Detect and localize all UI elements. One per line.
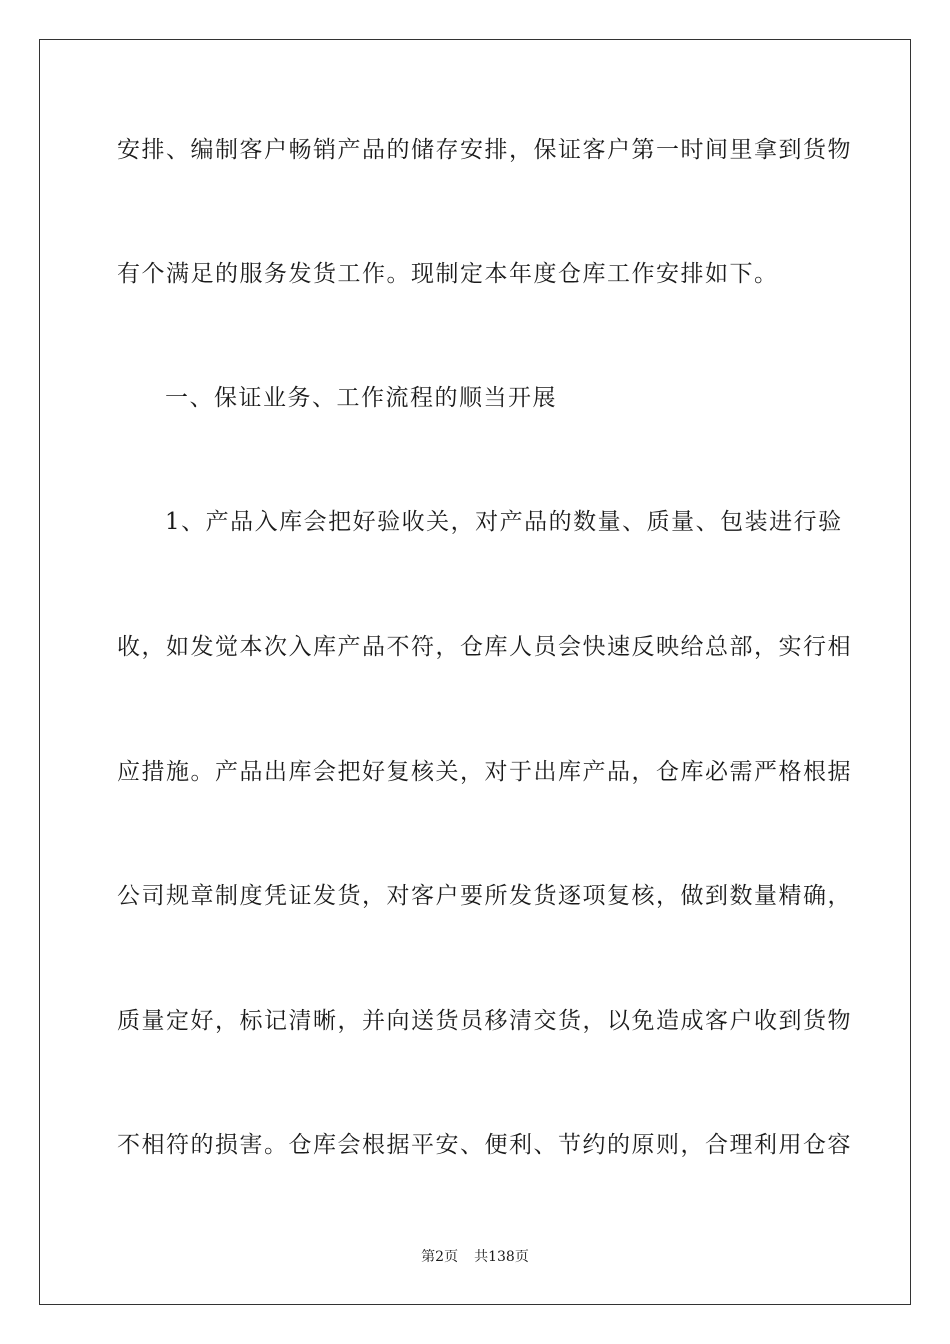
body-text-line: 有个满足的服务发货工作。现制定本年度仓库工作安排如下。 <box>117 261 779 287</box>
body-text-line: 不相符的损害。仓库会根据平安、便利、节约的原则，合理利用仓容 <box>117 1132 852 1158</box>
page-border <box>39 39 911 1305</box>
section-heading: 一、保证业务、工作流程的顺当开展 <box>165 385 557 411</box>
body-text-line: 公司规章制度凭证发货，对客户要所发货逐项复核，做到数量精确， <box>117 883 852 909</box>
body-text-line: 1、产品入库会把好验收关，对产品的数量、质量、包装进行验 <box>165 509 843 535</box>
body-text-line: 收，如发觉本次入库产品不符，仓库人员会快速反映给总部，实行相 <box>117 634 852 660</box>
body-text-line: 安排、编制客户畅销产品的储存安排，保证客户第一时间里拿到货物 <box>117 137 852 163</box>
body-text-line: 质量定好，标记清晰，并向送货员移清交货，以免造成客户收到货物 <box>117 1008 852 1034</box>
page-footer <box>0 1248 950 1266</box>
page-total: 共138页 <box>474 1249 529 1265</box>
page-number: 第2页 <box>421 1249 459 1265</box>
body-text-line: 应措施。产品出库会把好复核关，对于出库产品，仓库必需严格根据 <box>117 759 852 785</box>
